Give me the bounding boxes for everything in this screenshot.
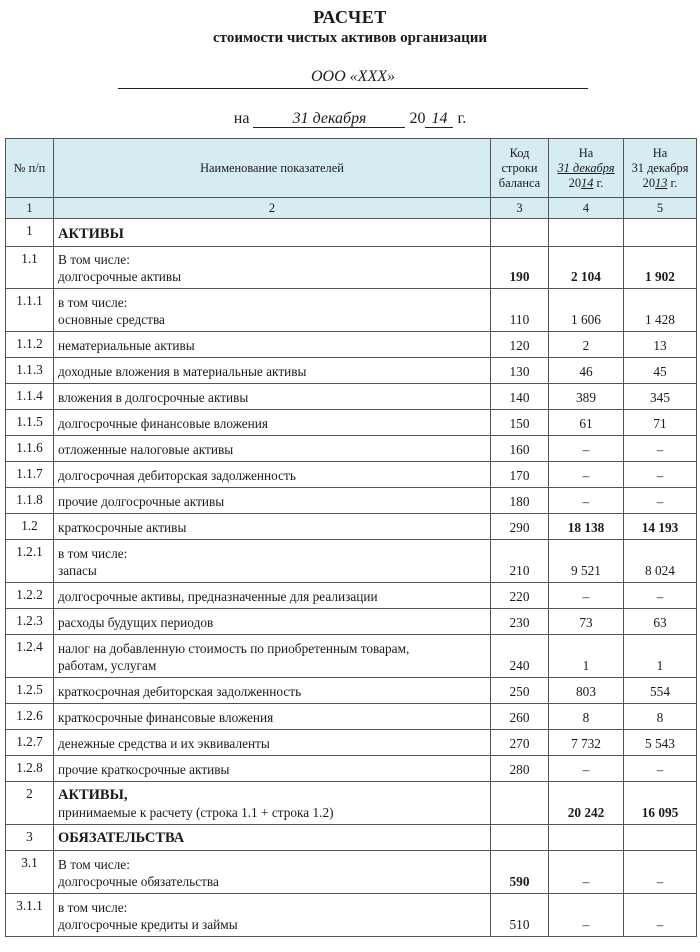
row-number: 1.1.1: [6, 289, 54, 332]
document-title: РАСЧЕТ: [313, 7, 387, 27]
net-assets-table: [5, 138, 697, 937]
row-name-line2: доходные вложения в материальные активы: [58, 364, 307, 379]
row-code: 290: [491, 514, 549, 540]
row-name: [54, 219, 491, 247]
row-number: 1.1.3: [6, 358, 54, 384]
row-value-previous: 1: [624, 635, 697, 678]
row-name: [54, 782, 491, 825]
row-name-line2: долгосрочная дебиторская задолженность: [58, 468, 296, 483]
table-row: [6, 514, 697, 540]
row-value-previous: –: [624, 894, 697, 937]
row-name: [54, 756, 491, 782]
table-row: [6, 219, 697, 247]
row-name-line2: долгосрочные активы: [58, 269, 182, 284]
row-value-previous: 345: [624, 384, 697, 410]
row-value-current: 1 606: [549, 289, 624, 332]
row-code: 180: [491, 488, 549, 514]
row-value-previous: 14 193: [624, 514, 697, 540]
row-name-line2: ОБЯЗАТЕЛЬСТВА: [58, 830, 185, 846]
row-code: 590: [491, 851, 549, 894]
row-number: 1.2.6: [6, 704, 54, 730]
table-row: [6, 540, 697, 583]
row-code: 250: [491, 678, 549, 704]
row-name: [54, 488, 491, 514]
row-number: 1.2.5: [6, 678, 54, 704]
row-code: 210: [491, 540, 549, 583]
row-value-previous: –: [624, 462, 697, 488]
row-code: [491, 782, 549, 825]
table-row: [6, 410, 697, 436]
row-name-line2: вложения в долгосрочные активы: [58, 390, 249, 405]
row-name: [54, 540, 491, 583]
row-number: 3: [6, 825, 54, 851]
row-name-line1: В том числе:: [58, 252, 130, 267]
row-name: [54, 609, 491, 635]
header-current-year-suffix: г.: [596, 175, 604, 190]
row-value-current: –: [549, 583, 624, 609]
row-code: 510: [491, 894, 549, 937]
header-previous-year-suffix: г.: [670, 175, 678, 190]
row-number: 1.2.4: [6, 635, 54, 678]
table-row: [6, 756, 697, 782]
row-code: 240: [491, 635, 549, 678]
row-value-current: 73: [549, 609, 624, 635]
row-name-line2: долгосрочные обязательства: [58, 874, 219, 889]
row-value-previous: 63: [624, 609, 697, 635]
row-value-previous: 13: [624, 332, 697, 358]
year-prefix: 20: [409, 110, 426, 127]
row-number: 1.1.8: [6, 488, 54, 514]
row-value-previous: –: [624, 583, 697, 609]
row-name: [54, 247, 491, 289]
row-value-previous: 8 024: [624, 540, 697, 583]
row-name-line2: нематериальные активы: [58, 338, 195, 353]
table-row: [6, 894, 697, 937]
row-name: [54, 462, 491, 488]
row-value-current: [549, 219, 624, 247]
header-current-year-line: [553, 176, 619, 191]
row-code: 230: [491, 609, 549, 635]
row-name-line1: в том числе:: [58, 546, 128, 561]
row-value-previous: 45: [624, 358, 697, 384]
header-num: № п/п: [6, 139, 54, 198]
table-row: [6, 384, 697, 410]
table-row: [6, 358, 697, 384]
row-number: 1.1.7: [6, 462, 54, 488]
row-name: [54, 851, 491, 894]
row-value-previous: 8: [624, 704, 697, 730]
row-name: [54, 730, 491, 756]
row-value-previous: [624, 219, 697, 247]
table-row: [6, 730, 697, 756]
row-name-line1: в том числе:: [58, 295, 128, 310]
row-value-current: 46: [549, 358, 624, 384]
row-value-current: 7 732: [549, 730, 624, 756]
row-name: [54, 583, 491, 609]
row-name-line2: принимаемые к расчету (строка 1.1 + строка 1.2): [58, 805, 334, 820]
row-value-previous: 1 428: [624, 289, 697, 332]
row-value-previous: 5 543: [624, 730, 697, 756]
header-current-year: 14: [581, 175, 594, 190]
table-row: [6, 635, 697, 678]
column-number: 4: [549, 198, 624, 219]
row-value-current: 2 104: [549, 247, 624, 289]
row-value-current: 20 242: [549, 782, 624, 825]
column-number: 5: [624, 198, 697, 219]
header-previous-year: 13: [655, 175, 668, 190]
row-number: 1.2.7: [6, 730, 54, 756]
row-code: 150: [491, 410, 549, 436]
row-number: 1.1.6: [6, 436, 54, 462]
row-name: [54, 358, 491, 384]
row-value-previous: –: [624, 488, 697, 514]
row-name-line2: АКТИВЫ: [58, 226, 124, 242]
row-number: 1.1: [6, 247, 54, 289]
table-row: [6, 332, 697, 358]
report-year: 14: [425, 110, 453, 128]
row-value-previous: –: [624, 756, 697, 782]
row-name-line2: расходы будущих периодов: [58, 615, 214, 630]
row-name-line2: работам, услугам: [58, 658, 157, 673]
header-current-century: 20: [568, 175, 582, 190]
row-number: 1.2: [6, 514, 54, 540]
row-name-line2: долгосрочные кредиты и займы: [58, 917, 238, 932]
row-name: [54, 410, 491, 436]
report-day-month: 31 декабря: [253, 110, 405, 128]
row-value-current: –: [549, 851, 624, 894]
row-value-current: –: [549, 488, 624, 514]
row-name-line2: отложенные налоговые активы: [58, 442, 234, 457]
row-code: 260: [491, 704, 549, 730]
row-name-line1: в том числе:: [58, 900, 128, 915]
row-number: 2: [6, 782, 54, 825]
row-code: [491, 825, 549, 851]
row-number: 3.1.1: [6, 894, 54, 937]
header-current-on: На: [578, 145, 594, 160]
table-row: [6, 851, 697, 894]
row-value-previous: –: [624, 851, 697, 894]
row-number: 3.1: [6, 851, 54, 894]
row-name-line1: АКТИВЫ,: [58, 787, 128, 803]
row-name-line2: краткосрочная дебиторская задолженность: [58, 684, 302, 699]
row-value-current: 8: [549, 704, 624, 730]
row-name: [54, 514, 491, 540]
row-code: [491, 219, 549, 247]
row-name-line1: налог на добавленную стоимость по приобретенным товарам,: [58, 641, 410, 656]
row-value-current: 9 521: [549, 540, 624, 583]
table-row: [6, 583, 697, 609]
row-name: [54, 332, 491, 358]
row-value-previous: 16 095: [624, 782, 697, 825]
date-prefix: на: [233, 110, 250, 127]
row-number: 1.1.5: [6, 410, 54, 436]
row-name-line2: долгосрочные финансовые вложения: [58, 416, 268, 431]
row-name-line2: запасы: [58, 563, 97, 578]
table-row: [6, 247, 697, 289]
row-value-previous: –: [624, 436, 697, 462]
row-value-current: 1: [549, 635, 624, 678]
row-value-current: 2: [549, 332, 624, 358]
row-value-current: 18 138: [549, 514, 624, 540]
row-number: 1.2.8: [6, 756, 54, 782]
row-name-line2: краткосрочные активы: [58, 520, 187, 535]
header-previous-period: [624, 139, 697, 198]
column-numbers-row: [6, 198, 697, 219]
row-name: [54, 289, 491, 332]
row-code: 170: [491, 462, 549, 488]
row-name: [54, 635, 491, 678]
organization-name: ООО «XXX»: [118, 68, 588, 89]
row-number: 1: [6, 219, 54, 247]
year-suffix: г.: [457, 110, 467, 127]
header-name: Наименование показателей: [54, 139, 491, 198]
row-name-line2: денежные средства и их эквиваленты: [58, 736, 270, 751]
table-row: [6, 609, 697, 635]
table-row: [6, 704, 697, 730]
row-name: [54, 825, 491, 851]
row-code: 140: [491, 384, 549, 410]
row-number: 1.2.3: [6, 609, 54, 635]
row-name: [54, 894, 491, 937]
row-name: [54, 678, 491, 704]
row-name-line2: долгосрочные активы, предназначенные для реализации: [58, 589, 378, 604]
row-number: 1.2.1: [6, 540, 54, 583]
table-header-row: [6, 139, 697, 198]
row-name-line2: прочие краткосрочные активы: [58, 762, 230, 777]
document-subtitle: стоимости чистых активов организации: [212, 30, 488, 46]
table-row: [6, 462, 697, 488]
report-date-line: [0, 110, 700, 128]
row-name-line2: краткосрочные финансовые вложения: [58, 710, 274, 725]
header-previous-on: На: [652, 145, 668, 160]
header-current-date: 31 декабря: [557, 160, 615, 175]
row-name-line1: В том числе:: [58, 857, 130, 872]
row-name-line2: основные средства: [58, 312, 165, 327]
row-name: [54, 384, 491, 410]
row-value-current: 803: [549, 678, 624, 704]
row-value-current: –: [549, 894, 624, 937]
column-number: 3: [491, 198, 549, 219]
header-previous-date: 31 декабря: [631, 160, 689, 175]
row-code: 280: [491, 756, 549, 782]
row-code: 120: [491, 332, 549, 358]
table-row: [6, 782, 697, 825]
row-code: 220: [491, 583, 549, 609]
row-value-current: [549, 825, 624, 851]
table-row: [6, 289, 697, 332]
row-value-previous: 1 902: [624, 247, 697, 289]
row-name: [54, 436, 491, 462]
row-number: 1.1.4: [6, 384, 54, 410]
row-value-previous: [624, 825, 697, 851]
row-code: 130: [491, 358, 549, 384]
row-value-current: 389: [549, 384, 624, 410]
row-value-current: 61: [549, 410, 624, 436]
table-row: [6, 825, 697, 851]
row-code: 270: [491, 730, 549, 756]
row-number: 1.2.2: [6, 583, 54, 609]
header-code: Код строки баланса: [491, 139, 549, 198]
row-value-current: –: [549, 462, 624, 488]
document-header: [0, 0, 700, 138]
header-previous-year-line: [628, 176, 692, 191]
table-row: [6, 678, 697, 704]
header-current-period: [549, 139, 624, 198]
header-previous-century: 20: [642, 175, 656, 190]
row-name-line2: прочие долгосрочные активы: [58, 494, 225, 509]
row-code: 160: [491, 436, 549, 462]
row-code: 110: [491, 289, 549, 332]
table-row: [6, 488, 697, 514]
column-number: 1: [6, 198, 54, 219]
row-value-previous: 554: [624, 678, 697, 704]
row-value-current: –: [549, 756, 624, 782]
column-number: 2: [54, 198, 491, 219]
row-value-current: –: [549, 436, 624, 462]
row-name: [54, 704, 491, 730]
table-row: [6, 436, 697, 462]
row-code: 190: [491, 247, 549, 289]
row-number: 1.1.2: [6, 332, 54, 358]
row-value-previous: 71: [624, 410, 697, 436]
